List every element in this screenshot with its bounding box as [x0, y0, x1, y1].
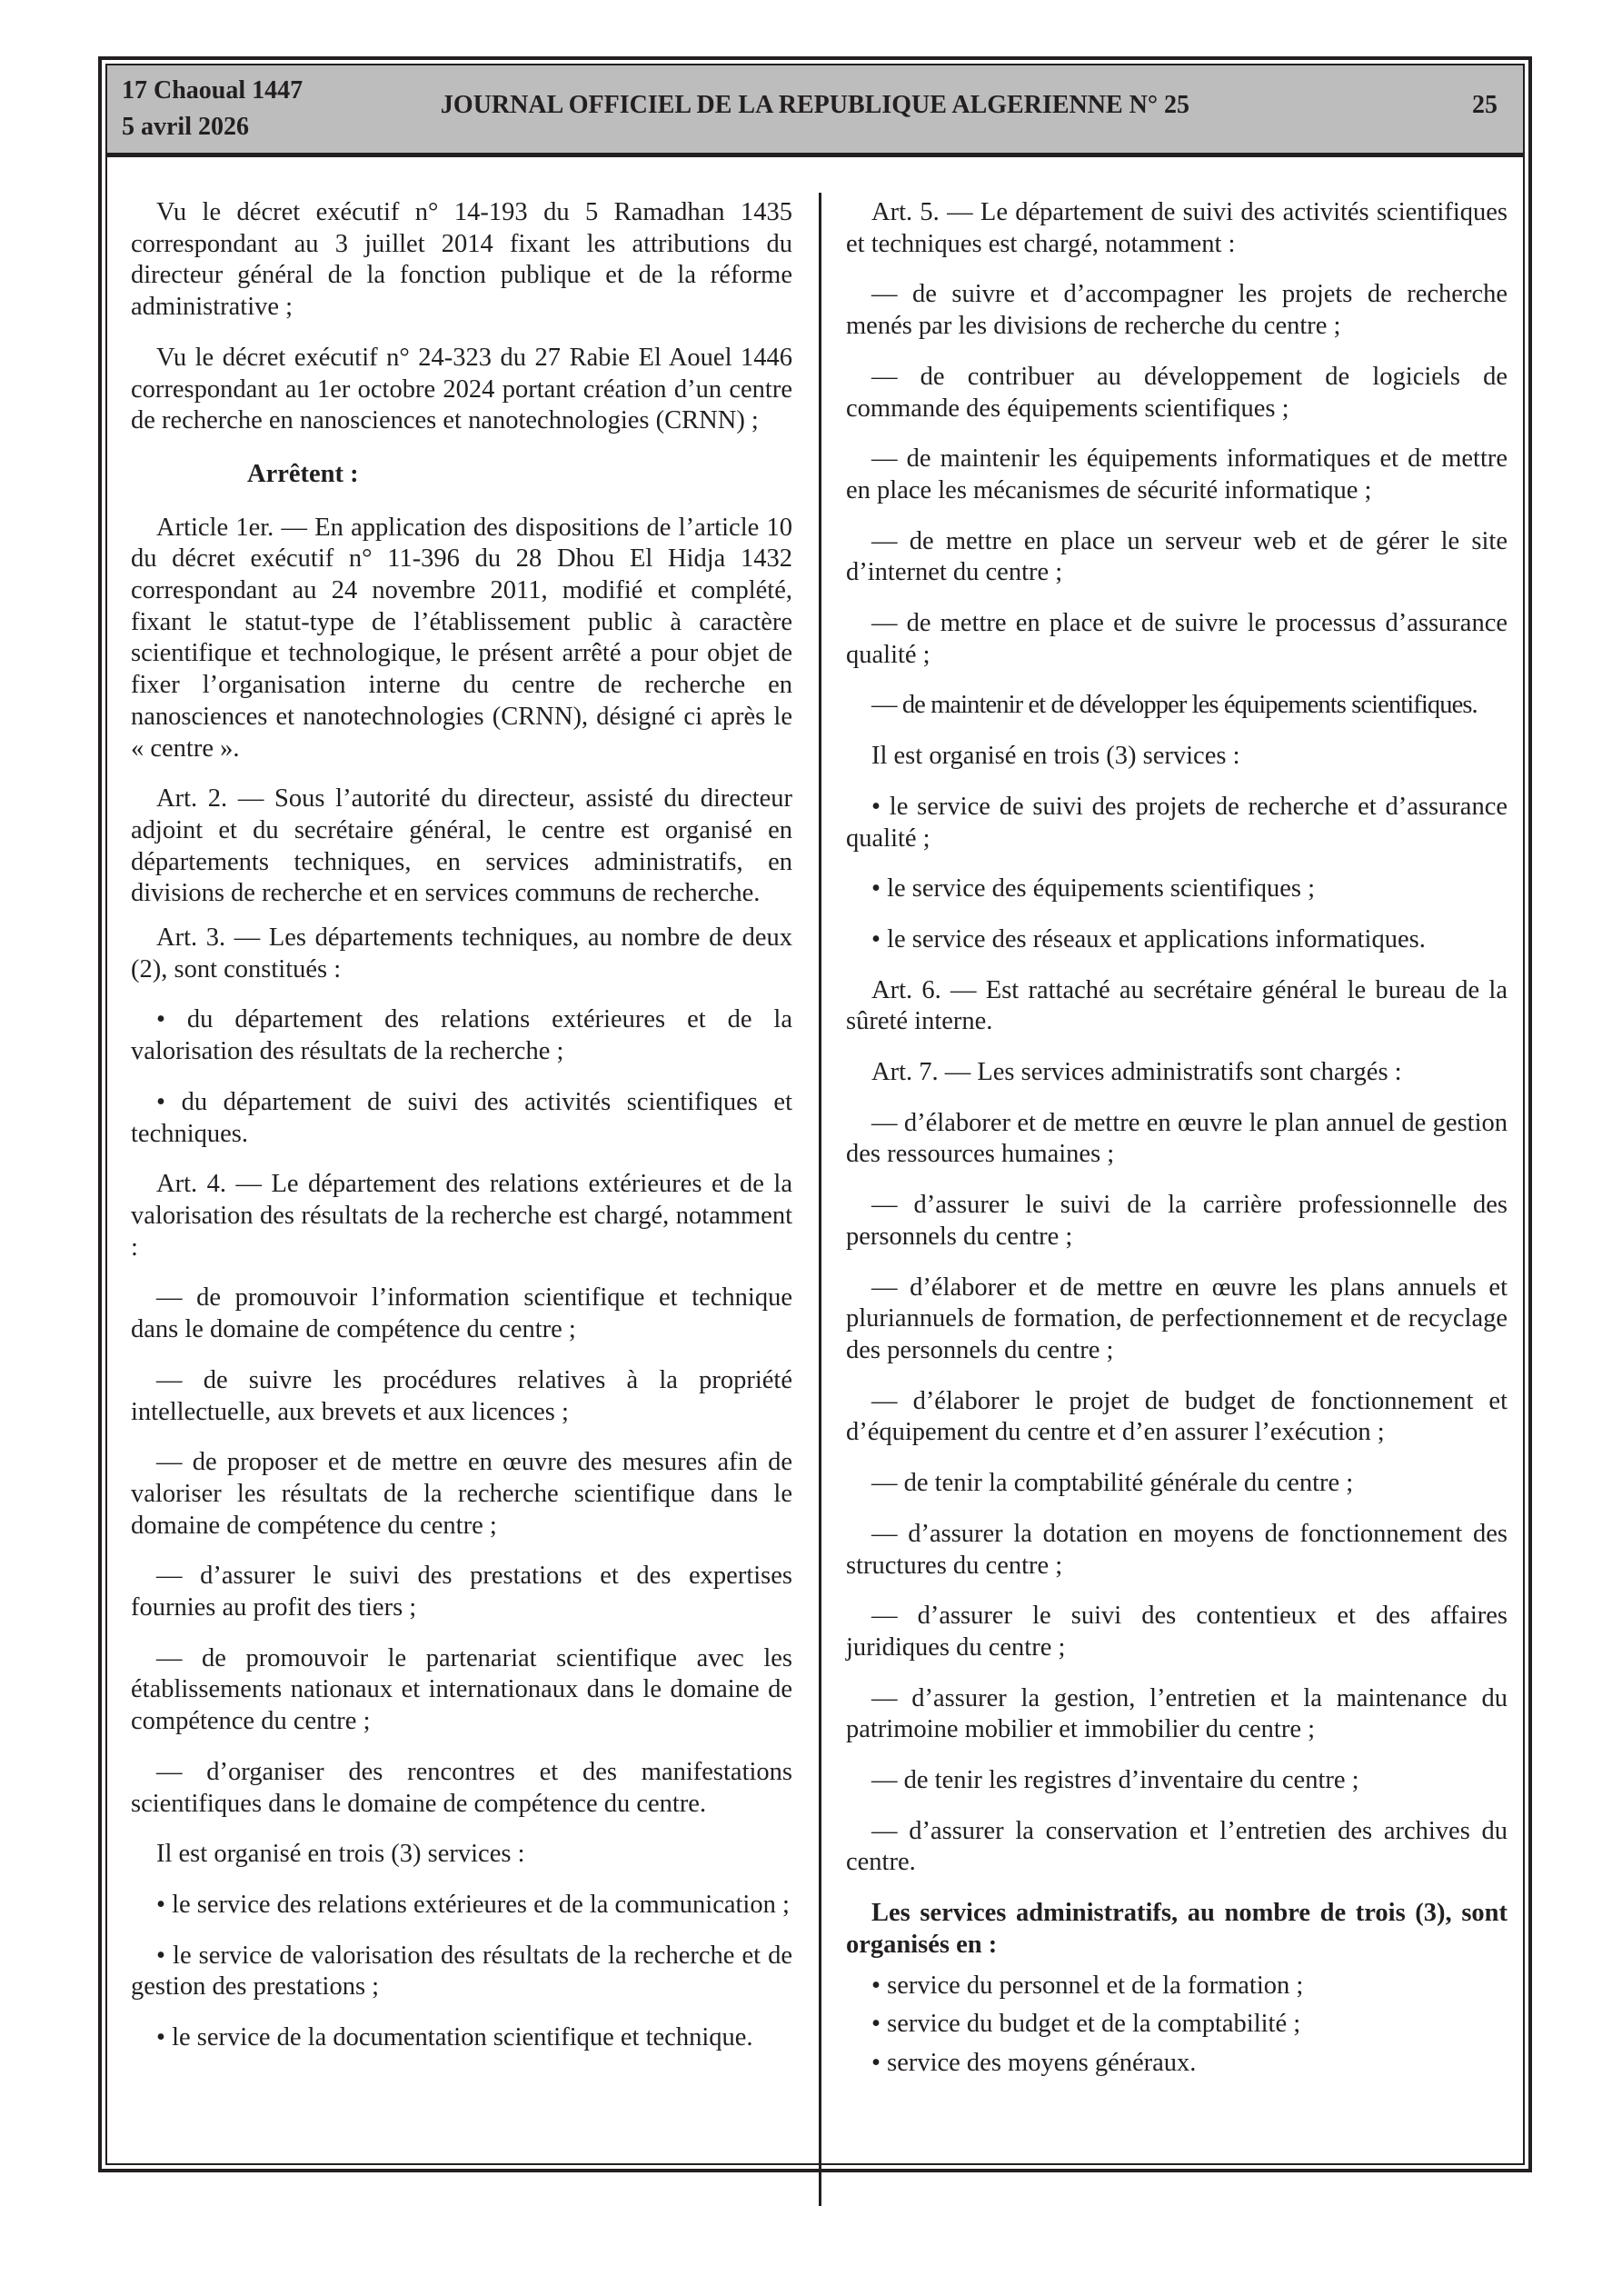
hijri-date: 17 Chaoual 1447 — [122, 76, 304, 105]
page-inner-frame — [105, 64, 1525, 2165]
list-item: — de tenir les registres d’inventaire du centre ; — [871, 1766, 1359, 1795]
article-4: Art. 4. — Le département des relations extérieures et de la valorisation des résultats de la recherche est chargé, notamment : — [131, 1170, 792, 1262]
list-item: — de tenir la comptabilité générale du centre ; — [871, 1469, 1354, 1498]
gregorian-date: 5 avril 2026 — [122, 113, 249, 141]
list-item: — de proposer et de mettre en œuvre des mesures afin de valoriser les résultats de la recherche scientifique dans le domaine de compétence du centre ; — [131, 1448, 792, 1540]
list-item: — d’organiser des rencontres et des manifestations scientifiques dans le domaine de compétence du centre. — [131, 1757, 792, 1818]
list-item: — de suivre et d’accompagner les projets de recherche menés par les divisions de recherche du centre ; — [846, 280, 1508, 341]
list-item: — de mettre en place un serveur web et de gérer le site d’internet du centre ; — [846, 526, 1508, 587]
bold-paragraph: Les services administratifs, au nombre de trois (3), sont organisés en : — [846, 1899, 1508, 1959]
left-column — [131, 197, 792, 2073]
paragraph: Vu le décret exécutif n° 14-193 du 5 Ramadhan 1435 correspondant au 3 juillet 2014 fixant les attributions du directeur général de la fonction publique et de la réforme administrative ; — [131, 198, 792, 322]
article-2: Art. 2. — Sous l’autorité du directeur, assisté du directeur adjoint et du secrétaire général, le centre est organisé en départements techniques, en services administratifs, en divisions de recherche et en services communs de recherche. — [131, 784, 792, 908]
list-item: — de maintenir et de développer les équipements scientifiques. — [871, 691, 1478, 720]
list-item: — d’assurer la gestion, l’entretien et la maintenance du patrimoine mobilier et immobilier du centre ; — [846, 1683, 1508, 1744]
list-item: — d’élaborer et de mettre en œuvre le plan annuel de gestion des ressources humaines ; — [846, 1108, 1508, 1169]
article-6: Art. 6. — Est rattaché au secrétaire général le bureau de la sûreté interne. — [846, 975, 1508, 1036]
paragraph: Il est organisé en trois (3) services : — [871, 742, 1240, 771]
list-item: • le service de suivi des projets de recherche et d’assurance qualité ; — [846, 792, 1508, 853]
list-item: • service du personnel et de la formation ; — [871, 1971, 1304, 2000]
article-3: Art. 3. — Les départements techniques, au nombre de deux (2), sont constitués : — [131, 923, 792, 983]
column-divider — [819, 193, 821, 2206]
article-5: Art. 5. — Le département de suivi des activités scientifiques et techniques est chargé, notamment : — [846, 198, 1508, 258]
article-1: Article 1er. — En application des dispositions de l’article 10 du décret exécutif n° 11-396 du 28 Dhou El Hidja 1432 correspondant au 24 novembre 2011, modifié et complété, fixant le statut-type de l’établissement public à caractère scientifique et technologique, le présent arrêté a pour objet de fixer l’organisation interne du centre de recherche en nanosciences et nanotechnologies (CRNN), désigné ci après le « centre ». — [131, 513, 792, 763]
right-column — [846, 197, 1508, 2099]
list-item: — d’assurer le suivi de la carrière professionnelle des personnels du centre ; — [846, 1191, 1508, 1251]
list-item: — d’élaborer et de mettre en œuvre les plans annuels et pluriannuels de formation, de perfectionnement et de recyclage des personnels du centre ; — [846, 1273, 1508, 1364]
list-item: — d’assurer la dotation en moyens de fonctionnement des structures du centre ; — [846, 1519, 1508, 1580]
paragraph: Vu le décret exécutif n° 24-323 du 27 Rabie El Aouel 1446 correspondant au 1er octobre 2024 portant création d’un centre de recherche en nanosciences et nanotechnologies (CRNN) ; — [131, 343, 792, 435]
journal-title: JOURNAL OFFICIEL DE LA REPUBLIQUE ALGERIENNE N° 25 — [440, 91, 1190, 119]
list-item: • le service de valorisation des résultats de la recherche et de gestion des prestations ; — [131, 1941, 792, 2002]
list-item: — de promouvoir l’information scientifique et technique dans le domaine de compétence du centre ; — [131, 1283, 792, 1344]
list-item: — d’élaborer le projet de budget de fonctionnement et d’équipement du centre et d’en assurer l’exécution ; — [846, 1386, 1508, 1447]
list-item: • service des moyens généraux. — [871, 2048, 1197, 2077]
list-item: • le service des réseaux et applications informatiques. — [871, 924, 1426, 953]
list-item: • du département des relations extérieures et de la valorisation des résultats de la recherche ; — [131, 1005, 792, 1066]
list-item: — d’assurer le suivi des prestations et des expertises fournies au profit des tiers ; — [131, 1562, 792, 1622]
page-number: 25 — [1472, 91, 1498, 119]
list-item: • le service de la documentation scientifique et technique. — [156, 2023, 753, 2052]
list-item: • du département de suivi des activités scientifiques et techniques. — [131, 1087, 792, 1148]
list-item: — de contribuer au développement de logiciels de commande des équipements scientifiques ; — [846, 362, 1508, 423]
list-item: — d’assurer le suivi des contentieux et des affaires juridiques du centre ; — [846, 1602, 1508, 1662]
list-item: — de promouvoir le partenariat scientifique avec les établissements nationaux et internationaux dans le domaine de compétence du centre ; — [131, 1643, 792, 1736]
section-heading: Arrêtent : — [247, 459, 359, 488]
list-item: • le service des relations extérieures et de la communication ; — [156, 1890, 790, 1919]
list-item: — de maintenir les équipements informatiques et de mettre en place les mécanismes de sécurité informatique ; — [846, 444, 1508, 504]
paragraph: Il est organisé en trois (3) services : — [156, 1840, 525, 1869]
list-item: • le service des équipements scientifiques ; — [871, 874, 1315, 903]
article-7: Art. 7. — Les services administratifs sont chargés : — [871, 1058, 1402, 1087]
list-item: — de suivre les procédures relatives à la propriété intellectuelle, aux brevets et aux licences ; — [131, 1365, 792, 1426]
page-header — [107, 65, 1523, 157]
page-frame — [98, 56, 1532, 2172]
list-item: — de mettre en place et de suivre le processus d’assurance qualité ; — [846, 609, 1508, 669]
list-item: — d’assurer la conservation et l’entretien des archives du centre. — [846, 1816, 1508, 1877]
list-item: • service du budget et de la comptabilité ; — [871, 2010, 1301, 2039]
